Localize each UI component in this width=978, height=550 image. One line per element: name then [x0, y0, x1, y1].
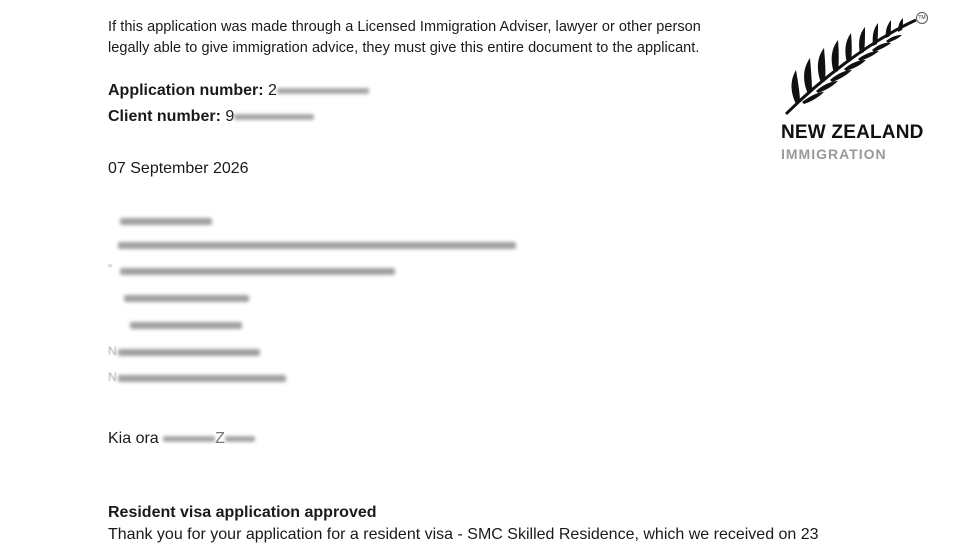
greeting: [108, 430, 255, 448]
nz-immigration-logo: [778, 12, 928, 162]
body-line: Thank you for your application for a resident visa - SMC Skilled Residence, which we received on 23: [108, 526, 819, 543]
intro-line-2: legally able to give immigration advice, they must give this entire document to the applicant.: [108, 40, 700, 56]
client-number-label: Client number:: [108, 108, 221, 125]
application-number-prefix: 2: [268, 82, 277, 99]
redacted-address-line: [124, 295, 249, 302]
silver-fern-icon: [778, 12, 928, 122]
letter-date: 07 September 2026: [108, 160, 249, 177]
redacted-address-line: [118, 349, 260, 356]
redacted-address-line: [130, 322, 242, 329]
greeting-label: Kia ora: [108, 430, 159, 447]
redacted-address-line: [120, 218, 212, 225]
intro-line-1: If this application was made through a Licensed Immigration Adviser, lawyer or other person: [108, 19, 701, 35]
logo-wordmark: NEW ZEALAND: [781, 122, 924, 143]
address-stub: ": [108, 262, 113, 276]
trademark-icon: TM: [916, 12, 928, 24]
client-number: [108, 108, 314, 126]
redacted-address-line: [118, 375, 286, 382]
redacted-name: [225, 436, 255, 442]
redacted-application-number: [277, 88, 369, 94]
redacted-address-line: [118, 242, 516, 249]
address-stub: N: [108, 370, 117, 384]
application-number-label: Application number:: [108, 82, 264, 99]
application-number: [108, 82, 369, 100]
client-number-prefix: 9: [225, 108, 235, 125]
redacted-client-number: [234, 114, 314, 120]
greeting-fragment: Z: [215, 430, 225, 447]
address-stub: N: [108, 344, 117, 358]
logo-subtitle: IMMIGRATION: [781, 146, 887, 162]
section-heading: Resident visa application approved: [108, 504, 377, 521]
redacted-address-line: [120, 268, 395, 275]
redacted-name: [163, 436, 215, 442]
